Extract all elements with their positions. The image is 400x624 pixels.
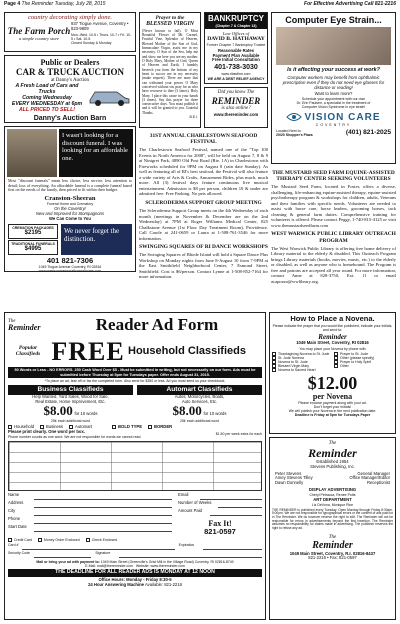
business-unit: for 10 words xyxy=(74,411,98,417)
reminder-online-logo: REMINDER xyxy=(211,95,261,106)
cremation-price: $2195 xyxy=(24,229,42,236)
novena-note1: Please enclose payment along with your ad. xyxy=(298,400,367,405)
novena-note4: Deadline is Friday at 5pm for Tuesdays Paper xyxy=(294,412,371,417)
funeral-line1: On the Coventry/ xyxy=(54,206,86,212)
novena-box xyxy=(269,312,396,434)
bold-price: $1.50 per week extra for each xyxy=(215,432,262,437)
store-tagline-top: country decorating simply done. xyxy=(27,14,113,21)
funeral-web: www.garrisonmemorialfuneralhome.com xyxy=(38,269,102,272)
novena-option-5[interactable]: Novena to Sacred Heart xyxy=(272,368,331,372)
article3-title: SWINGING SQUARES OF RI DANCE WORKSHOPS xyxy=(139,244,268,251)
mail-website[interactable]: Website: www.thereminder.com xyxy=(135,564,185,569)
novena-price: $12.00 xyxy=(307,372,358,393)
category-business[interactable]: Business xyxy=(40,425,63,430)
eye-line3: Schedule your appointment with our own xyxy=(301,96,366,101)
funeral-phone: 401 821-7306 xyxy=(46,255,94,265)
novena-brand: Reminder xyxy=(318,332,347,341)
eye-brand2: COVENTRY xyxy=(315,123,352,128)
article4-title: THE MUSTARD SEED FARM EQUINE-ASSISTED THERAPY CENTER SEEKING VOLUNTEERS xyxy=(272,170,395,183)
funeral-name2: Funeral Home and Crematory xyxy=(46,202,94,207)
city-field[interactable]: City xyxy=(8,509,172,517)
business-line1: Help Wanted, Yard Sales, Wood for Sale, xyxy=(32,393,109,399)
automart-unit: for 10 words xyxy=(203,411,227,417)
masthead-footer-brand-pre: The xyxy=(328,534,337,540)
name-field[interactable]: Name xyxy=(8,493,172,501)
address-field[interactable]: Address xyxy=(8,501,172,509)
bankruptcy-ad xyxy=(204,12,268,84)
phone-field[interactable]: Phone xyxy=(8,517,172,525)
print-label: Please print clearly. One word per box. xyxy=(8,429,85,435)
staff-row-1: Peter Stevens General Manager xyxy=(275,470,390,476)
office-hours: Office Hours: Monday - Friday 8:30-5 xyxy=(98,577,172,583)
traditional-price: $4995 xyxy=(24,245,42,252)
border-option[interactable]: BORDER xyxy=(148,425,172,430)
reminder-online-line2: is also online? xyxy=(221,106,251,112)
business-line2: Real Estate, Home Improvement, Etc. xyxy=(35,398,106,404)
prayer-initials: B.E.I. xyxy=(189,115,198,120)
display-advertising-names: Cheryl Petracca, Renee Potts xyxy=(309,492,356,497)
start-date-field[interactable]: Start Date xyxy=(8,525,172,533)
business-extra: 25¢ each additional word xyxy=(51,419,90,424)
classifieds-note: 50 Words or Less - NO ERRORS. 250 Cash Word Over $5 - Must be submitted in writing, but not necessarily on our form. Ads must be submitted before Thursday at 5pm for Tuesdays paper. Offer ends August 31, 2015. xyxy=(8,367,262,378)
page-tagline: For Effective Advertising Call 821-2216 xyxy=(304,1,396,7)
traditional-label: TRADITIONAL FUNERALS xyxy=(11,241,55,246)
category-automart[interactable]: Automart xyxy=(69,425,92,430)
article3-body: The Swinging Squares of Rhode Island will hold a Square Dance Plus Workshop on Monday nights from June 8-August 10 from 7-9PM at the East Smithfield Neighborhood Center, 7 Esmond Street, Smithfield. Cost is $6/person. Contact Lynne at 1-508-852-7164 for more information. xyxy=(139,252,268,280)
funeral-photo xyxy=(7,129,57,177)
bankruptcy-subtitle: (Chapter 7 & Chapter 13) xyxy=(205,24,267,29)
eye-icon xyxy=(286,112,302,122)
email-field[interactable]: Email xyxy=(178,493,262,501)
art-department-label: ART DEPARTMENT xyxy=(313,496,352,502)
classifieds-logo xyxy=(8,318,52,332)
eye-line5: Computer Vision Syndrome in eye strain! xyxy=(301,104,366,109)
reminder-online-line1: Did you know The xyxy=(217,90,255,95)
prayer-box xyxy=(139,12,201,128)
auction-at: at Danny's Auction xyxy=(50,77,90,83)
masthead-box xyxy=(269,437,396,620)
auction-promo2: Coming Wednesday xyxy=(22,95,72,102)
masthead-established: Established 1954 xyxy=(316,458,349,464)
car-icon xyxy=(87,84,131,108)
phone-note: Phone number counts as one word. We are not responsible for words we cannot read. xyxy=(8,435,142,440)
classifieds-free: FREE xyxy=(51,336,125,366)
eye-location: Located Next to: xyxy=(276,129,302,134)
masthead-brand: Reminder xyxy=(308,445,357,460)
eye-phone: (401) 821-2025 xyxy=(345,129,391,137)
fax-box xyxy=(178,519,262,537)
funeral-body: Most "discount funerals" mean less choice, less service, less attention to detail; loss of everything. An affordable funeral is a complete funeral based first on the needs of the family, then priced to fit within their budget. xyxy=(8,178,132,193)
display-advertising-label: DISPLAY ADVERTISING xyxy=(308,487,357,493)
cremation-label: CREMATION PACKAGES xyxy=(12,225,54,230)
article4-body: The Mustard Seed Farm, located in Foster, offers a diverse, challenging, life-enhancing equine-assisted therapy, equine-assisted psychotherapy program & workshops for children, adults, Veterans and their families with specific needs. Volunteers are needed to assist with horse care, horse leaders, grooming horses, tack cleaning & general farm duties. Comprehensive training for volunteers is offered. Please contact Peggy, 1-740-815-4125 or visit www.themustardseedfarm.com xyxy=(271,184,396,228)
auction-title2: CAR & TRUCK AUCTION xyxy=(15,67,125,78)
bold-type-option[interactable]: BOLD TYPE xyxy=(112,425,142,430)
business-price: $8.00 xyxy=(43,403,73,419)
article5-body: The West Warwick Public Library is offering free home delivery of Library material to the elderly & disabled. This Outreach Program brings Library materials (books, movies, music, etc.) to the elderly or disabled, as well as anyone who is homebound. The Program is free and patrons are accepted all year round. For more information, contact Anne at 828-3750, Ext. 11 or email acapozza@wwlibrary.org. xyxy=(271,245,396,284)
auction-ad xyxy=(4,55,136,123)
masthead-phone: 821-2216 • Fax: 821-0597 xyxy=(308,555,357,561)
article2-title: SCLERODERMA SUPPORT GROUP MEETING xyxy=(145,199,262,206)
amount-field[interactable]: Amount Paid xyxy=(178,509,262,517)
business-title: Business Classifieds xyxy=(8,385,133,395)
novena-note3: We will publish your Novena in the next publication date. xyxy=(288,408,377,413)
traditional-box xyxy=(8,240,58,255)
eye-line4: Dr. Erin Paulsen, a specialist in the treatment of xyxy=(296,100,371,105)
auction-promo1: A Fresh Load of Cars and Trucks xyxy=(15,83,79,96)
novena-option-8[interactable]: Prayer to Holy Spirit xyxy=(334,360,393,364)
bankruptcy-sub: Former Chapter 7 Bankruptcy Trustee xyxy=(206,42,266,47)
hotline-label: 24 Hour Answering Machine xyxy=(88,581,145,587)
article1-title: 31ST ANNUAL CHARLESTOWN SEAFOOD FESTIVAL xyxy=(149,133,258,146)
article2-body: The Scleroderma Support Group meets on the 4th Wednesday of each month (meetings in November & December are on the 2nd Wednesday) at 7PM at Roger Williams Medical Center, 825 Chalkstone Avenue (1st Floor Day Treatment Room), Providence. Call Carole at 241-0659 or Laura at 1-508-761-3546 for more information. xyxy=(139,208,268,241)
classifieds-brand: Reminder xyxy=(8,322,41,332)
novena-choose: You may place your Novena by phone with xyxy=(299,346,366,351)
store-subtitle: a simple country store xyxy=(19,36,59,42)
bankruptcy-note: WE ARE A DEBT RELIEF AGENCY xyxy=(207,77,265,82)
classifieds-note2: *To place an ad, tear off or fax the completed form. Also send for $350 or less. Ad you must send us your checkbook. xyxy=(44,379,226,384)
novena-note2: Don't forget your initials! xyxy=(313,404,352,409)
page-label: Page 4 The Reminder Tuesday, July 28, 2015 xyxy=(4,1,106,7)
reminder-online-ad xyxy=(204,87,268,128)
novena-option-2[interactable]: St. Jude Novena xyxy=(272,356,331,360)
eye-location2: 20/20 Shopper's Plaza xyxy=(276,133,313,138)
eye-line2: Want to learn more? xyxy=(314,90,353,96)
hotline-phone: Available: 821-2216 xyxy=(144,581,182,587)
masthead-brand-pre: The xyxy=(328,441,337,446)
auction-title1: Public or Dealers xyxy=(40,58,100,67)
word-grid[interactable] xyxy=(8,441,262,491)
art-department-names: Liz DeVona, Monique Rice xyxy=(311,502,354,507)
bankruptcy-name: DAVID B. HATHAWAY xyxy=(207,36,265,43)
auction-name: Danny's Auction Barn xyxy=(33,115,107,123)
expiration-field[interactable]: Expiration xyxy=(179,543,262,551)
page-header xyxy=(4,2,396,11)
mail-email[interactable]: E-Mail: mail@thereminder.com xyxy=(85,564,133,569)
novena-sub: Please indicate the prayer that you would like published, indicate your initials, and send to: xyxy=(272,323,393,332)
bankruptcy-firm: Law Offices of xyxy=(222,31,250,37)
masthead-logo xyxy=(272,440,393,459)
prayer-title: Prayer to the xyxy=(155,15,185,21)
prayer-body: (Never known to fail). O Most Beautiful Flower of Mt. Carmel, Fruitful Vine, Splendor of Heaven, Blessed Mother of the Son of God, Immaculate Virgin, assist me in my necessity. O Star of the Sea, help me and show me here you are my mother. O Holy Mary, Mother of God, Queen of Heaven and Earth, I humbly beseech you from the bottom of my heart to succor me in my necessity (make request). There are none that can withstand your power. O Mary conceived without sin, pray for us who have recourse to thee (3 times). Holy Mary, I place this cause in your hands (3 times). Say this prayer for three consecutive days. You must publish it and it will be granted to you. Grateful Thanks. xyxy=(142,28,198,115)
funeral-name: Cranston-Sheeran xyxy=(44,194,96,202)
novena-per: per Novena xyxy=(312,391,353,401)
novena-option-9[interactable]: Other xyxy=(334,364,393,368)
business-classifieds xyxy=(8,385,133,423)
novena-address: 1049 Main Street, Coventry, RI 02816 xyxy=(296,339,369,345)
novena-title: How to Place a Novena. xyxy=(290,314,375,323)
bankruptcy-web: www.rilawfirm.com xyxy=(221,72,251,77)
novena-option-4[interactable]: Blessed Virgin Mary xyxy=(272,364,331,368)
car-illustration xyxy=(86,84,132,114)
fax-label: Fax It! xyxy=(208,519,232,529)
bankruptcy-phone: 401-738-3030 xyxy=(214,64,258,72)
classifieds-subtitle: Household Classifieds xyxy=(128,344,246,357)
category-household[interactable]: Household xyxy=(8,425,34,430)
store-hours: Mon.-Wed. 10-5 • Thurs. 10-7 • Fri. 10-5 • Sat. 10-5 xyxy=(71,33,132,42)
novena-option-7[interactable]: Other (please specify) xyxy=(334,356,393,360)
automart-extra: 25¢ each additional word xyxy=(180,419,219,424)
reader-ad-form xyxy=(4,312,266,620)
mail-label: Mail or bring your ad with payment to: xyxy=(36,560,100,565)
article1-body: The Charlestown Seafood Festival, named one of the "Top 100 Events in North America for 2008", will be held on August 7, 8 & 9 at Ninigret Park, 4890 Old Post Road (Rte. 1A) in Charlestown with Fireworks scheduled for 9PM on August 8 (rain date Sunday). As well as featuring all of RI's best seafood, the Festival will also feature a wide variety of Arts & Crafts, Amusement Rides, plus much, much more. All (3) festival days feature continuous live musical entertainment. Admission is $8 per person, children 10 & under are admitted free. Free Parking. No pets allowed. xyxy=(139,147,268,197)
auction-promo3: EVERY WEDNESDAY at 6pm xyxy=(11,101,83,108)
eye-title: Computer Eye Strain... xyxy=(285,15,382,25)
funeral-tagline: We never forget the distinction. xyxy=(61,224,132,255)
pay-check[interactable]: Check Enclosed xyxy=(86,538,117,542)
weeks-field[interactable]: Number of Weeks xyxy=(178,501,262,509)
classifieds-brand-pre: The xyxy=(8,318,16,324)
card-number-field[interactable]: Card # xyxy=(8,543,175,551)
automart-classifieds xyxy=(137,385,262,423)
pay-credit-card[interactable]: Credit Card xyxy=(8,538,32,542)
masthead-company: Stevens Publishing, Inc. xyxy=(310,463,355,469)
eye-body: Computer workers may benefit from ophthalmic prescription even if they do not need eye glasses for distance or reading! xyxy=(282,74,385,90)
pay-money-order[interactable]: Money Order Enclosed xyxy=(38,538,80,542)
funeral-line3: We Can Come to You xyxy=(49,215,91,221)
classifieds-title: Reader Ad Form xyxy=(95,315,219,334)
deadline-banner: THE DEADLINE FOR ALL READER ADS IS MONDAY AT 12 NOON xyxy=(8,569,262,577)
auction-promo4: ALL PRICED TO SELL! xyxy=(18,107,75,114)
bankruptcy-line2: Payment Plan Available xyxy=(212,52,260,58)
masthead-footer-brand: Reminder xyxy=(312,539,353,551)
automart-line2: Auto Services, Etc. xyxy=(181,398,218,404)
signature-field[interactable]: Signature xyxy=(95,551,262,559)
staff-row-3: Dawn Donnelly Receptionist xyxy=(275,480,390,486)
eye-strain-ad xyxy=(271,12,396,164)
bankruptcy-line3: Free Initial Consultation xyxy=(212,57,260,63)
novena-option-1[interactable]: Thanksgiving Novena to St. Jude xyxy=(272,352,331,356)
prayer-title2: BLESSED VIRGIN xyxy=(146,21,194,28)
store-closed: Closed Sunday & Monday xyxy=(71,41,112,46)
bankruptcy-line1: Reasonable Rates xyxy=(217,47,255,53)
fax-number: 821-0597 xyxy=(204,527,236,537)
classifieds-popular: Popular Classifieds xyxy=(15,345,41,358)
staff-row-2: Amey Stevens Tilley Office Manager/Editor xyxy=(275,475,390,481)
store-address: 937 Tiogue Avenue, Coventry • 823-9809 xyxy=(71,21,129,32)
cremation-box xyxy=(8,224,58,239)
funeral-line2: New and Improved for Stompagnons xyxy=(35,211,105,217)
automart-line1: Autos, Motorcycles, Boats, xyxy=(174,393,225,399)
store-name: The Farm Porch xyxy=(7,26,71,37)
masthead-address: 1049 Main Street, Coventry, R.I. 02816-8437 xyxy=(289,550,376,556)
novena-option-6[interactable]: Prayer to St. Jude xyxy=(334,352,393,356)
eye-photo xyxy=(276,27,391,65)
country-store-ad xyxy=(4,12,136,52)
funeral-headline: I wasn't looking for a discount funeral. I was looking for an affordable one. xyxy=(59,129,133,177)
funeral-address: 1045 Tiogue Avenue Coventry, RI 02816 xyxy=(38,265,102,270)
funeral-ad xyxy=(4,126,136,272)
articles-middle xyxy=(139,131,268,309)
mail-address: 1049 Main Street (Greenville's Grist Mill in the Village Road) Coventry, RI 02816-8749 xyxy=(100,560,234,565)
reminder-online-web[interactable]: www.thereminder.com xyxy=(213,111,259,117)
automart-price: $8.00 xyxy=(172,403,202,419)
eye-question: Is it affecting your success at work? xyxy=(287,67,380,74)
masthead-legal: THE REMINDER is published every Tuesday. Open Monday through Friday 8:30am-5:00pm. We are not responsible for typographical errors or the content of ads paid for in The Reminder. We do however reserve the right to edit. The Reminder will not be responsible for errors in advertisements beyond the first insertion. The Reminder assumes no responsibility for claims made in advertising. The publisher reserves the right to refuse any ad. xyxy=(272,507,393,531)
bankruptcy-title: BANKRUPTCY xyxy=(205,13,267,24)
automart-title: Automart Classifieds xyxy=(137,385,262,395)
articles-right xyxy=(271,168,396,309)
eye-brand: VISION CARE xyxy=(304,111,381,123)
article5-title: WEST WARWICK PUBLIC LIBRARY OUTREACH PROGRAM xyxy=(271,231,396,244)
novena-option-3[interactable]: Novena to St. Jude xyxy=(272,360,331,364)
security-code-field[interactable]: Security Code xyxy=(8,551,91,559)
